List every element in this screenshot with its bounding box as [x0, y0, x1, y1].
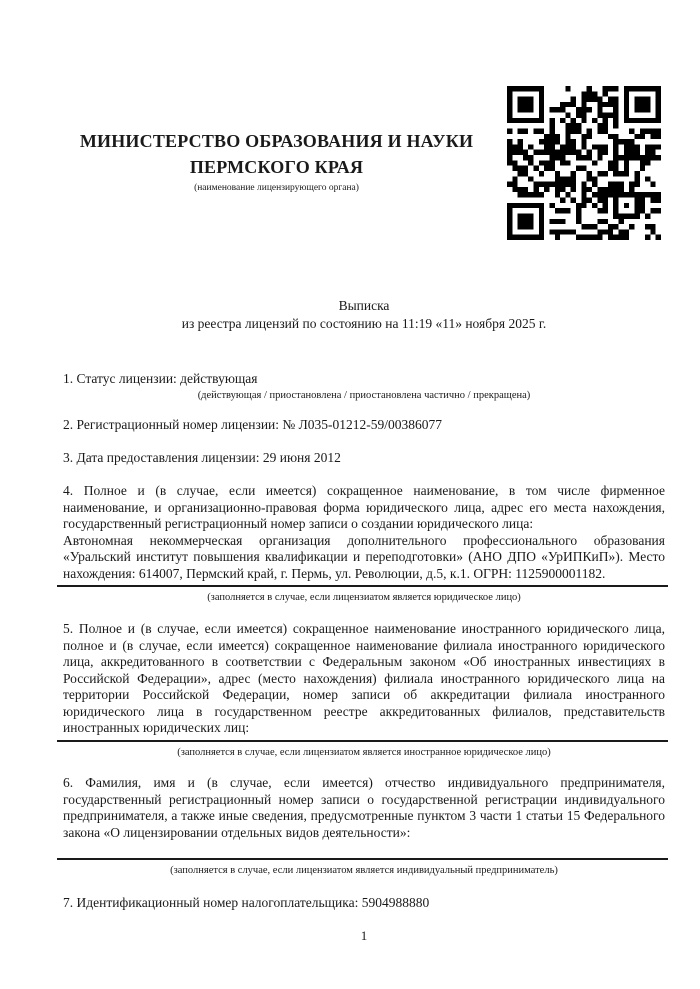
field-individual-entrepreneur-caption: (заполняется в случае, если лицензиатом является индивидуальный предприниматель) — [170, 865, 558, 876]
document-title — [63, 297, 665, 332]
ministry-caption: (наименование лицензирующего органа) — [194, 183, 359, 193]
field-registration-number — [63, 417, 665, 434]
ministry-name — [63, 128, 490, 180]
document-title-line1: Выписка — [338, 298, 390, 313]
field-grant-date — [63, 450, 665, 467]
field-individual-entrepreneur-question: 6. Фамилия, имя и (в случае, если имеется) отчество индивидуального предпринимателя, государственный регистрационный номер записи о государственной регистрации индивидуального предпринимателя, а также иные сведения, предусмотренные пунктом 3 части 1 статьи 15 Федерального закона «О лицензировании отдельных видов деятельности»: — [63, 775, 665, 840]
field-license-status — [63, 371, 665, 388]
field-taxpayer-id-text: 7. Идентификационный номер налогоплательщика: 5904988880 — [63, 895, 430, 910]
licensing-authority-header — [63, 128, 490, 194]
field-legal-entity-rule — [57, 585, 668, 587]
ministry-name-line1: МИНИСТЕРСТВО ОБРАЗОВАНИЯ И НАУКИ — [79, 131, 474, 151]
field-foreign-entity-question: 5. Полное и (в случае, если имеется) сокращенное наименование иностранного юридического лица, полное и (в случае, если имеется) сокращенное наименование филиала иностранного юридического лица, аккредитованного в соответствии с Федеральным законом «Об иностранных инвестициях в Российской Федерации», адрес (место нахождения) филиала иностранного юридического лица на территории Российской Федерации, номер записи об аккредитации филиала иностранного юридического лица в государственном реестре аккредитованных филиалов, представительств иностранных юридических лиц: — [63, 621, 665, 735]
field-legal-entity — [63, 483, 665, 582]
field-foreign-entity — [63, 621, 665, 737]
field-legal-entity-answer: Автономная некоммерческая организация дополнительного профессионального образования «Уральский институт повышения квалификации и переподготовки» (АНО ДПО «УрИПКиП»). Место нахождения: 614007, Пермский край, г. Пермь, ул. Революции, д.5, к.1. ОГРН: 1125900001182. — [63, 532, 665, 581]
field-license-status-text: 1. Статус лицензии: действующая — [63, 371, 258, 386]
ministry-name-line2: ПЕРМСКОГО КРАЯ — [189, 157, 364, 177]
field-individual-entrepreneur-rule — [57, 858, 668, 860]
field-legal-entity-question: 4. Полное и (в случае, если имеется) сокращенное наименование, в том числе фирменное наименование, и организационно-правовая форма юридического лица, адрес его места нахождения, государственный регистрационный номер записи о создании юридического лица: — [63, 483, 665, 531]
field-license-status-caption: (действующая / приостановлена / приостановлена частично / прекращена) — [197, 390, 531, 401]
qr-code-icon — [507, 86, 661, 240]
document-title-line2: из реестра лицензий по состоянию на 11:19 «11» ноября 2025 г. — [181, 315, 547, 331]
field-foreign-entity-caption: (заполняется в случае, если лицензиатом является иностранное юридическое лицо) — [177, 747, 551, 758]
field-legal-entity-caption: (заполняется в случае, если лицензиатом является юридическое лицо) — [207, 592, 521, 603]
field-registration-number-text: 2. Регистрационный номер лицензии: № Л035-01212-59/00386077 — [63, 417, 443, 432]
field-taxpayer-id — [63, 895, 665, 912]
field-grant-date-text: 3. Дата предоставления лицензии: 29 июня 2012 — [63, 450, 341, 465]
field-individual-entrepreneur — [63, 775, 665, 841]
page-number: 1 — [360, 928, 368, 943]
field-foreign-entity-rule — [57, 740, 668, 742]
